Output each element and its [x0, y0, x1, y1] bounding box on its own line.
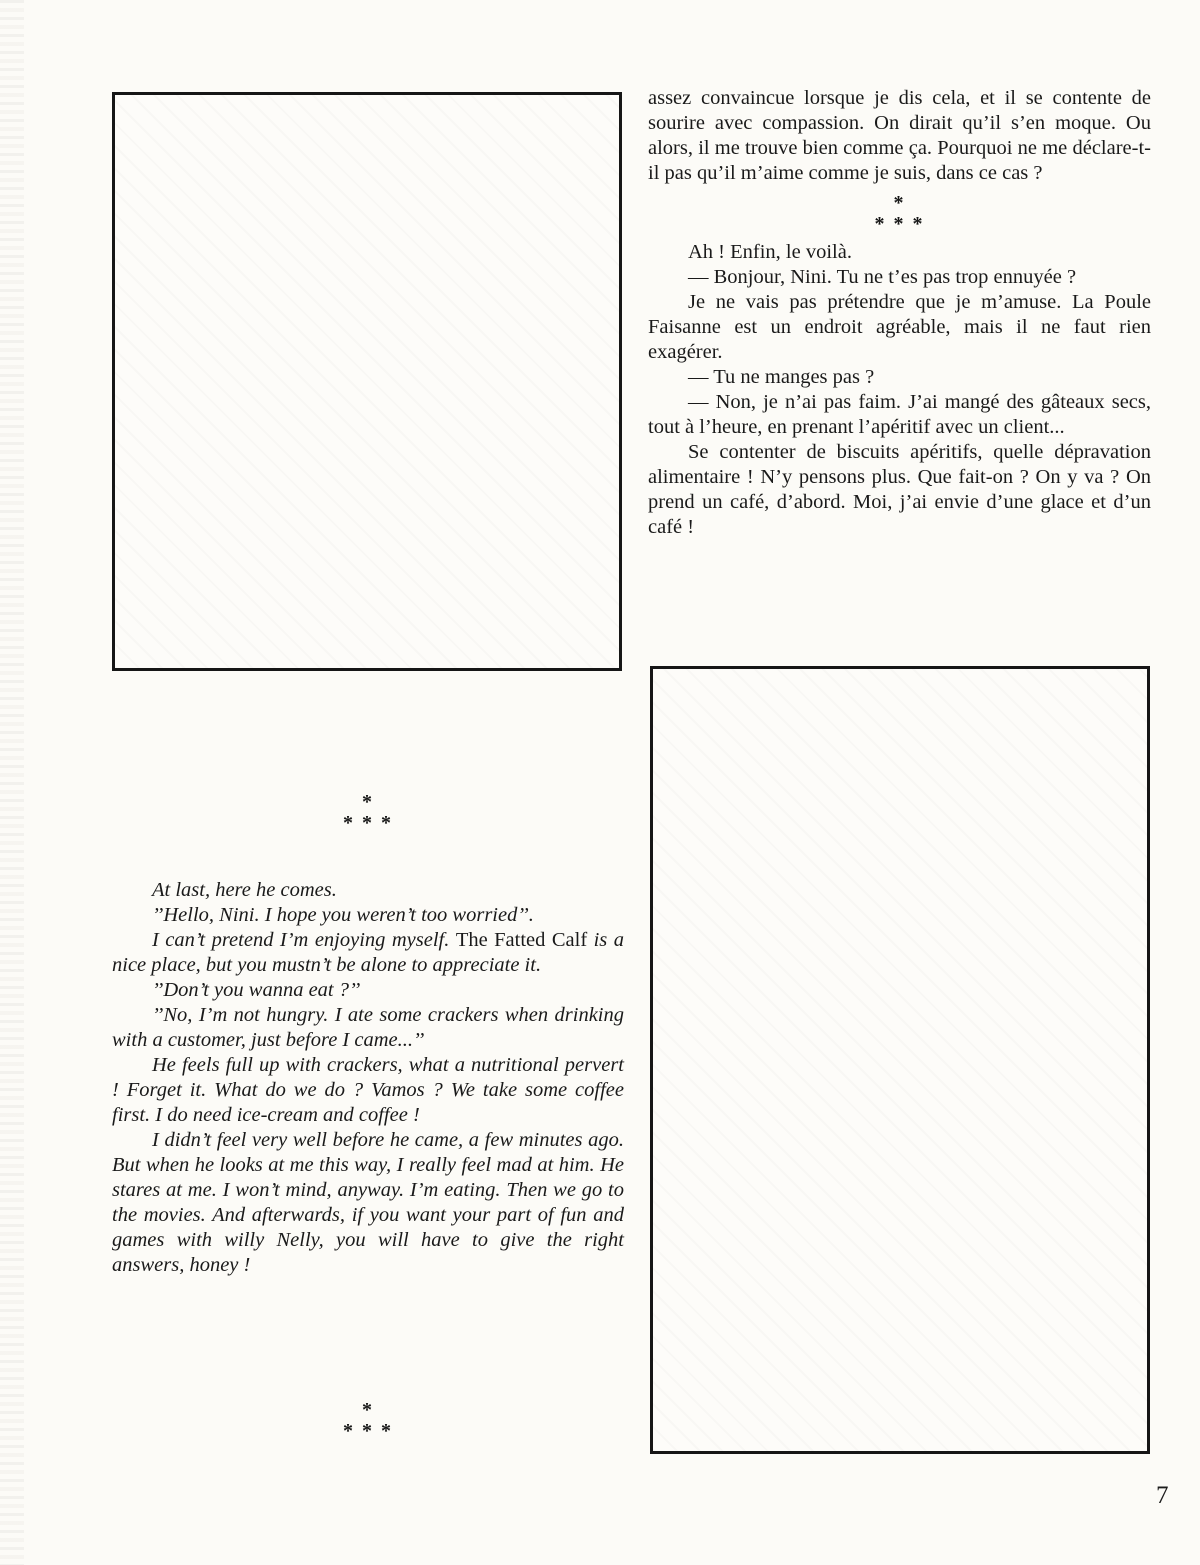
english-paragraph: ’’No, I’m not hungry. I ate some crackers when drinking with a customer, just before I came...’’	[112, 1004, 624, 1051]
scan-edge-artifact	[0, 0, 24, 1565]
english-paragraph-italic-part: I can’t pretend I’m enjoying myself.	[152, 929, 456, 951]
separator-star-triple: * * *	[343, 812, 393, 834]
separator-star-single: *	[362, 1399, 374, 1421]
french-paragraph: Se contenter de biscuits apéritifs, quelle dépravation alimentaire ! N’y pensons plus. Que fait-on ? On y va ? On prend un café, d’abord. Moi, j’ai envie d’une glace et d’un café !	[648, 441, 1151, 538]
english-paragraph-roman-part: The Fatted Calf	[455, 929, 588, 951]
asterisk-separator	[112, 1400, 624, 1442]
english-paragraph: ’’Don’t you wanna eat ?’’	[152, 979, 361, 1001]
english-paragraph: At last, here he comes.	[152, 879, 337, 901]
english-text-column	[112, 878, 624, 1278]
separator-star-triple: * * *	[874, 213, 925, 235]
separator-star-triple: * * *	[343, 1420, 393, 1442]
french-paragraph: — Bonjour, Nini. Tu ne t’es pas trop ennuyée ?	[688, 266, 1077, 288]
french-paragraph: Je ne vais pas prétendre que je m’amuse. La Poule Faisanne est un endroit agréable, mais il ne faut rien exagérer.	[648, 291, 1151, 363]
french-paragraph: assez convaincue lorsque je dis cela, et il se contente de sourire avec compassion. On dirait qu’il s’en moque. Ou alors, il me trouve bien comme ça. Pourquoi ne me déclare-t-il pas qu’il m’aime comme je suis, dans ce cas ?	[648, 87, 1151, 184]
separator-star-single: *	[893, 192, 906, 214]
english-paragraph: I didn’t feel very well before he came, a few minutes ago. But when he looks at me this way, I really feel mad at him. He stares at me. I won’t mind, anyway. I’m eating. Then we go to the movies. And afterwards, if you want your part of fun and games with willy Nelly, you will have to give the right answers, honey !	[112, 1129, 624, 1276]
french-text-column	[648, 86, 1151, 540]
english-paragraph-italic-part: is a nice place, but you mustn’t be alone to appreciate it.	[112, 929, 624, 976]
illustration-panel-right	[650, 666, 1150, 1454]
french-paragraph: — Tu ne manges pas ?	[688, 366, 875, 388]
asterisk-separator	[648, 193, 1151, 235]
separator-star-single: *	[362, 791, 374, 813]
english-paragraph: ’’Hello, Nini. I hope you weren’t too worried’’.	[152, 904, 534, 926]
english-paragraph: He feels full up with crackers, what a nutritional pervert ! Forget it. What do we do ? Vamos ? We take some coffee first. I do need ice-cream and coffee !	[112, 1054, 624, 1126]
english-paragraph	[112, 928, 624, 978]
french-paragraph: — Non, je n’ai pas faim. J’ai mangé des gâteaux secs, tout à l’heure, en prenant l’apéritif avec un client...	[648, 391, 1151, 438]
illustration-panel-top-left	[112, 92, 622, 671]
asterisk-separator	[112, 792, 624, 834]
french-paragraph: Ah ! Enfin, le voilà.	[688, 241, 852, 263]
page-number: 7	[1156, 1482, 1169, 1509]
